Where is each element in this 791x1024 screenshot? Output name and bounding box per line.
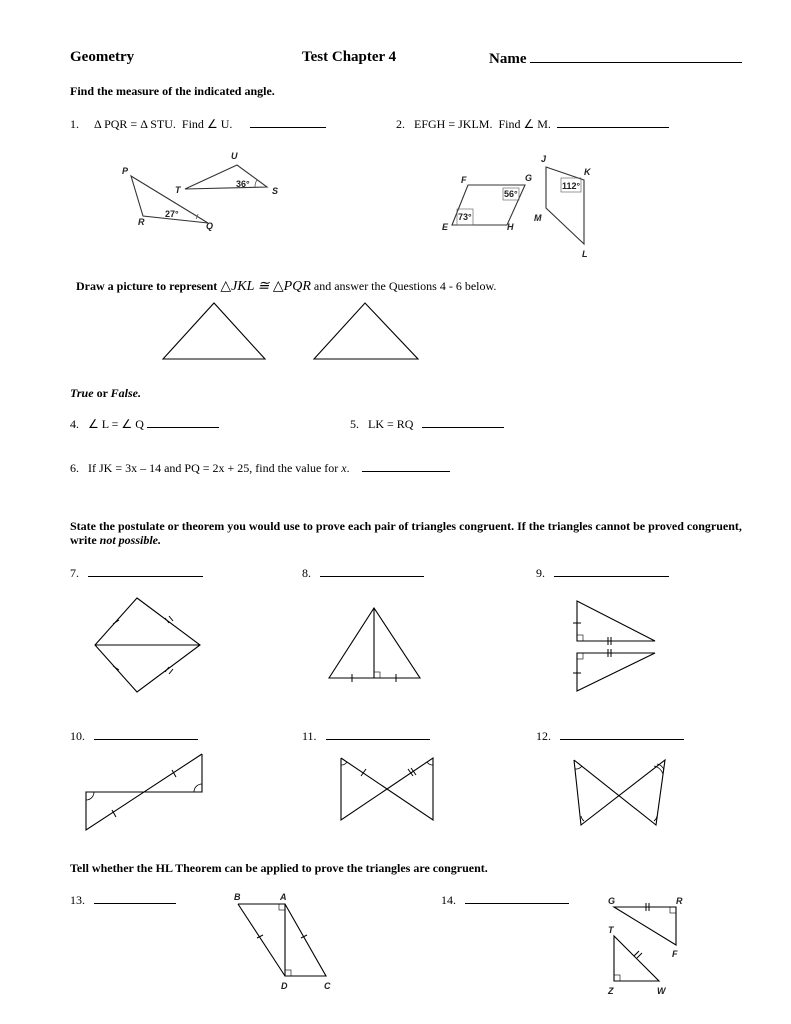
true-word: True <box>70 386 94 400</box>
label-g: G <box>608 896 616 906</box>
name-field[interactable] <box>489 48 742 68</box>
q1-answer-blank[interactable] <box>250 116 326 128</box>
angle-73: 73° <box>458 212 472 222</box>
q6-text: If JK = 3x – 14 and PQ = 2x + 25, find the value for <box>88 461 339 475</box>
q6-variable: x <box>341 461 347 475</box>
q13-number: 13. <box>70 893 85 907</box>
angle-icon: ∠ <box>121 417 133 431</box>
congruence-statement: △JKL ≅ △PQR <box>220 279 311 294</box>
label-g: G <box>525 173 533 183</box>
figure-9-right-triangles <box>572 599 660 694</box>
not-possible-text: not possible. <box>99 533 161 547</box>
q1-find: Find <box>181 117 204 131</box>
drawing-triangles <box>160 300 430 362</box>
postulate-instruction: State the postulate or theorem you would use to prove each pair of triangles congruent. If the triangles cannot be proved congruent, write <box>70 519 742 547</box>
figure-2-quadrilaterals <box>436 150 606 262</box>
label-t: T <box>608 925 614 935</box>
question-5 <box>350 416 504 431</box>
question-6 <box>70 460 450 475</box>
q7-number: 7. <box>70 566 79 580</box>
question-9 <box>536 565 669 580</box>
q4-right: Q <box>135 417 144 431</box>
q2-answer-blank[interactable] <box>557 116 669 128</box>
figure-1-triangles <box>110 145 300 240</box>
q1-number: 1. <box>70 117 79 131</box>
q4-number: 4. <box>70 417 79 431</box>
q8-number: 8. <box>302 566 311 580</box>
angle-icon: ∠ <box>206 117 218 131</box>
label-j: J <box>541 154 547 164</box>
question-1 <box>70 116 326 131</box>
quad-jklm <box>546 167 584 244</box>
q14-answer-blank[interactable] <box>465 892 569 904</box>
label-z: Z <box>608 986 614 996</box>
q11-answer-blank[interactable] <box>326 728 430 740</box>
figure-13-parallelogram <box>230 890 340 994</box>
draw-instruction: Draw a picture to represent <box>76 279 218 293</box>
name-blank[interactable] <box>530 48 742 63</box>
question-2 <box>396 116 669 131</box>
triangle-icon: Δ <box>140 117 148 131</box>
false-word: False. <box>110 386 142 400</box>
figure-7-kite <box>93 596 203 694</box>
figure-12-bowtie <box>572 758 667 828</box>
label-s: S <box>272 186 279 196</box>
question-7 <box>70 565 203 580</box>
figure-11-bowtie <box>339 756 435 822</box>
q5-number: 5. <box>350 417 359 431</box>
test-title: Test Chapter 4 <box>302 49 397 65</box>
q10-answer-blank[interactable] <box>94 728 198 740</box>
question-4 <box>70 416 219 431</box>
section4-instruction <box>70 519 750 547</box>
q5-text: LK = RQ <box>368 417 414 431</box>
label-e: E <box>442 222 449 232</box>
q2-find: Find <box>498 117 521 131</box>
angle-112: 112° <box>562 181 581 191</box>
true-false-heading <box>70 386 141 400</box>
label-a: A <box>280 892 287 902</box>
question-10 <box>70 728 198 743</box>
figure-10-z-shape <box>84 752 208 834</box>
q6-answer-blank[interactable] <box>362 460 450 472</box>
label-d: D <box>281 981 288 991</box>
label-l: L <box>582 249 588 259</box>
q2-target: M. <box>537 117 551 131</box>
question-11 <box>302 728 430 743</box>
q5-answer-blank[interactable] <box>422 416 504 428</box>
q4-answer-blank[interactable] <box>147 416 219 428</box>
q6-period: . <box>346 461 350 475</box>
question-14 <box>441 892 569 907</box>
label-u: U <box>231 151 238 161</box>
figure-14-triangles <box>604 890 694 998</box>
label-r: R <box>138 217 145 227</box>
q9-answer-blank[interactable] <box>554 565 669 577</box>
angle-icon: ∠ <box>88 417 99 431</box>
label-f: F <box>461 175 467 185</box>
draw-instruction-end: and answer the Questions 4 - 6 below. <box>313 279 497 293</box>
triangle-pqr-drawn <box>314 303 418 359</box>
angle-icon: ∠ <box>523 117 535 131</box>
triangle-icon: Δ <box>94 117 102 131</box>
q12-answer-blank[interactable] <box>560 728 684 740</box>
angle-56: 56° <box>504 189 518 199</box>
label-w: W <box>657 986 666 996</box>
section5-instruction: Tell whether the HL Theorem can be applied to prove the triangles are congruent. <box>70 861 488 875</box>
q13-answer-blank[interactable] <box>94 892 176 904</box>
q8-answer-blank[interactable] <box>320 565 424 577</box>
q1-part-a: PQR = <box>104 117 138 131</box>
name-label: Name <box>489 51 527 67</box>
label-p: P <box>122 166 129 176</box>
q12-number: 12. <box>536 729 551 743</box>
label-c: C <box>324 981 331 991</box>
q6-number: 6. <box>70 461 79 475</box>
label-h: H <box>507 222 514 232</box>
label-m: M <box>534 213 542 223</box>
angle-36: 36° <box>236 179 250 189</box>
q1-part-b: STU. <box>150 117 176 131</box>
label-t: T <box>175 185 181 195</box>
angle-27: 27° <box>165 209 179 219</box>
question-13 <box>70 892 176 907</box>
q7-answer-blank[interactable] <box>88 565 203 577</box>
subject-title: Geometry <box>70 49 135 65</box>
q1-target: U. <box>220 117 233 131</box>
question-12 <box>536 728 684 743</box>
label-b: B <box>234 892 241 902</box>
section1-instruction: Find the measure of the indicated angle. <box>70 84 275 98</box>
triangle-jkl <box>163 303 265 359</box>
label-q: Q <box>206 221 214 231</box>
q4-left: L = <box>101 417 119 431</box>
q14-number: 14. <box>441 893 456 907</box>
figure-8-split-triangle <box>327 606 423 681</box>
or-word: or <box>96 386 108 400</box>
label-r: R <box>676 896 683 906</box>
section2-instruction <box>76 279 496 294</box>
q10-number: 10. <box>70 729 85 743</box>
q2-number: 2. <box>396 117 405 131</box>
q11-number: 11. <box>302 729 317 743</box>
label-f: F <box>672 949 678 959</box>
q9-number: 9. <box>536 566 545 580</box>
label-k: K <box>584 167 591 177</box>
question-8 <box>302 565 424 580</box>
q2-text: EFGH = JKLM. <box>414 117 493 131</box>
